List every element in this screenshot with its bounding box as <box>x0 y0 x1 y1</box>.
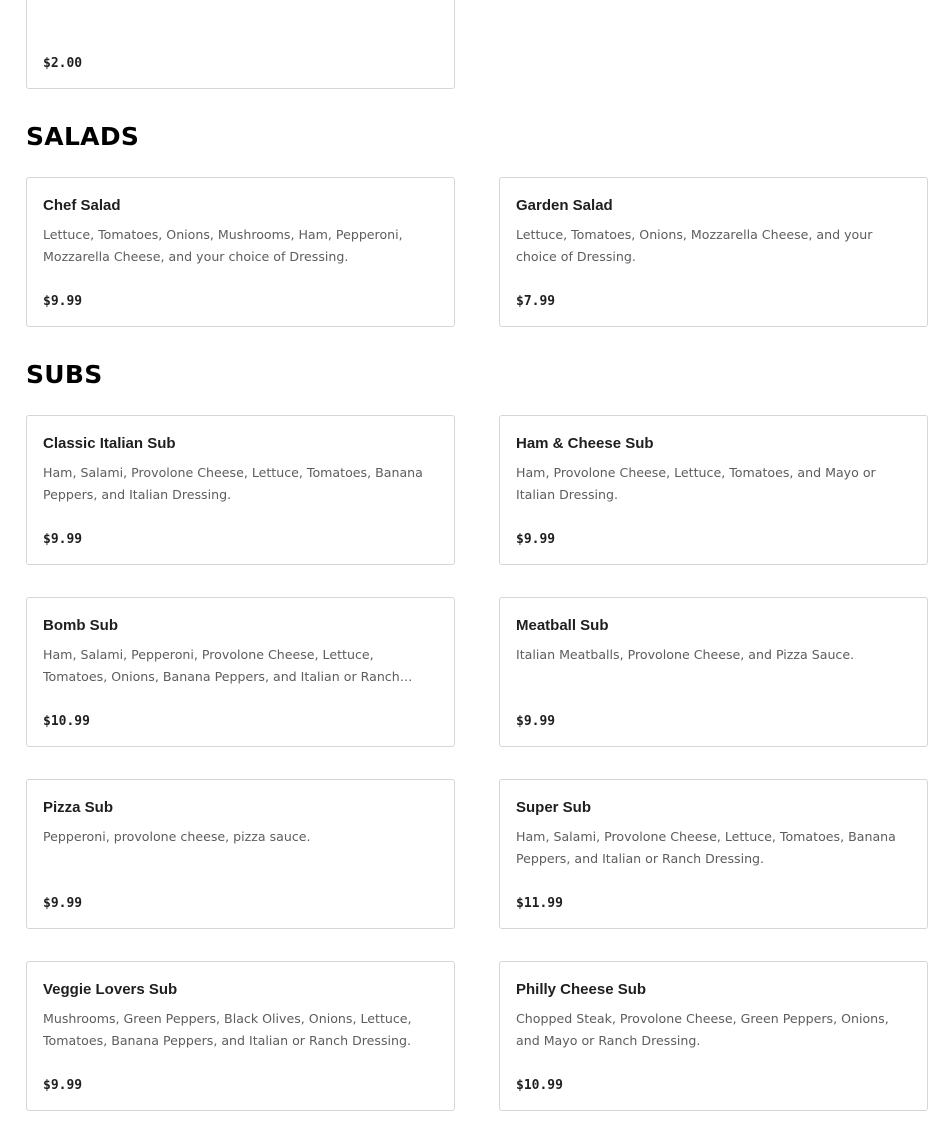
menu-item-garden-salad[interactable] <box>499 177 928 327</box>
menu-item-bomb-sub[interactable] <box>26 597 455 747</box>
item-price: $9.99 <box>43 896 83 911</box>
item-description: Chopped Steak, Provolone Cheese, Green Peppers, Onions, and Mayo or Ranch Dressing. <box>516 1011 889 1048</box>
menu-item-philly-cheese-sub[interactable] <box>499 961 928 1111</box>
menu-item-super-sub[interactable] <box>499 779 928 929</box>
item-name: Ham & Cheese Sub <box>516 435 654 452</box>
menu-item-chef-salad[interactable] <box>26 177 455 327</box>
item-description: Lettuce, Tomatoes, Onions, Mozzarella Cheese, and your choice of Dressing. <box>516 227 873 264</box>
menu-item-pizza-sub[interactable] <box>26 779 455 929</box>
item-name: Philly Cheese Sub <box>516 981 647 998</box>
menu-item-meatball-sub[interactable] <box>499 597 928 747</box>
item-name: Chef Salad <box>43 197 121 214</box>
item-description: Ham, Provolone Cheese, Lettuce, Tomatoes, and Mayo or Italian Dressing. <box>516 465 876 502</box>
item-name: Meatball Sub <box>516 617 609 634</box>
item-name: Garden Salad <box>516 197 613 214</box>
item-price: $9.99 <box>516 714 556 729</box>
item-price: $10.99 <box>43 714 90 729</box>
item-description: Mushrooms, Green Peppers, Black Olives, Onions, Lettuce, Tomatoes, Banana Peppers, and Italian or Ranch Dressing. <box>43 1011 412 1048</box>
menu-item-ham-cheese-sub[interactable] <box>499 415 928 565</box>
section-title-salads: SALADS <box>26 122 140 151</box>
item-price: $7.99 <box>516 294 556 309</box>
item-description: Pepperoni, provolone cheese, pizza sauce. <box>43 829 311 844</box>
menu-item-veggie-lovers-sub[interactable] <box>26 961 455 1111</box>
item-name: Veggie Lovers Sub <box>43 981 178 998</box>
menu-item-classic-italian-sub[interactable] <box>26 415 455 565</box>
item-description: Lettuce, Tomatoes, Onions, Mushrooms, Ham, Pepperoni, Mozzarella Cheese, and your choice of Dressing. <box>43 227 403 264</box>
item-price: $2.00 <box>43 56 83 71</box>
item-price: $9.99 <box>43 1078 83 1093</box>
item-name: Super Sub <box>516 799 592 816</box>
item-price: $11.99 <box>516 896 563 911</box>
item-price: $9.99 <box>516 532 556 547</box>
item-name: Pizza Sub <box>43 799 114 816</box>
item-description: Ham, Salami, Provolone Cheese, Lettuce, Tomatoes, Banana Peppers, and Italian Dressing. <box>43 465 423 502</box>
item-description: Italian Meatballs, Provolone Cheese, and Pizza Sauce. <box>516 647 855 662</box>
item-description: Ham, Salami, Pepperoni, Provolone Cheese, Lettuce, Tomatoes, Onions, Banana Peppers, and Italian or Ranch… <box>43 647 413 684</box>
item-description: Ham, Salami, Provolone Cheese, Lettuce, Tomatoes, Banana Peppers, and Italian or Ranch Dressing. <box>516 829 896 866</box>
menu-item-card[interactable] <box>26 0 455 89</box>
item-price: $10.99 <box>516 1078 563 1093</box>
item-name: Classic Italian Sub <box>43 435 176 452</box>
item-name: Bomb Sub <box>43 617 118 634</box>
item-price: $9.99 <box>43 532 83 547</box>
item-price: $9.99 <box>43 294 83 309</box>
section-title-subs: SUBS <box>26 360 103 389</box>
